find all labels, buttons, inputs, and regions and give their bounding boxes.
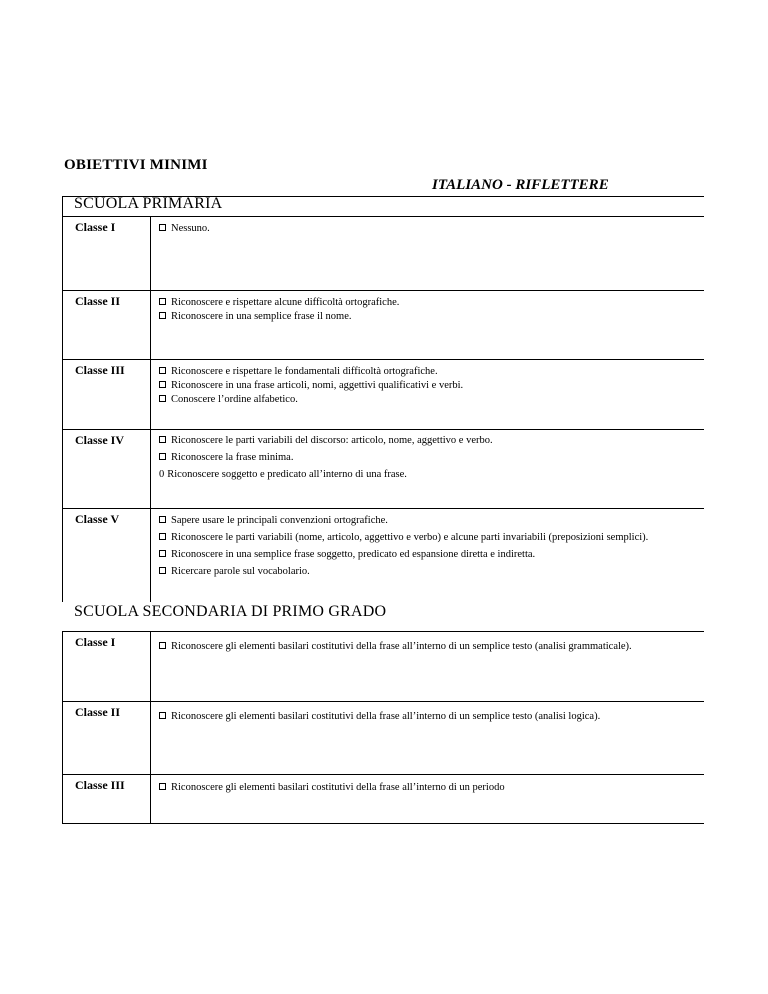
zero-marker: 0 (159, 469, 165, 480)
row-label: Classe II (75, 705, 121, 719)
list-item: Riconoscere gli elementi basilari costitutivi della frase all’interno di un semplice testo (analisi grammaticale). (159, 640, 632, 654)
table-row-primaria-1 (62, 216, 704, 290)
row-label: Classe V (75, 512, 120, 526)
checkbox-bullet-icon (159, 783, 166, 790)
list-item: Riconoscere e rispettare alcune difficoltà ortografiche. (159, 296, 399, 310)
doc-subject: ITALIANO - RIFLETTERE (432, 177, 609, 193)
checkbox-bullet-icon (159, 533, 166, 540)
checkbox-bullet-icon (159, 712, 166, 719)
list-item: Riconoscere in una semplice frase soggetto, predicato ed espansione diretta e indiretta. (159, 548, 648, 562)
checkbox-bullet-icon (159, 298, 166, 305)
list-item: Ricercare parole sul vocabolario. (159, 565, 648, 579)
checkbox-bullet-icon (159, 642, 166, 649)
list-item: Sapere usare le principali convenzioni ortografiche. (159, 514, 648, 528)
list-item: Riconoscere e rispettare le fondamentali difficoltà ortografiche. (159, 365, 463, 379)
table-row-primaria-2 (62, 290, 704, 359)
table-row-secondaria-2 (62, 701, 704, 774)
list-item: Riconoscere gli elementi basilari costitutivi della frase all’interno di un periodo (159, 781, 505, 795)
list-item: 0 Riconoscere soggetto e predicato all’interno di una frase. (159, 469, 407, 480)
list-item: Riconoscere gli elementi basilari costitutivi della frase all’interno di un semplice testo (analisi logica). (159, 710, 600, 724)
checkbox-bullet-icon (159, 395, 166, 402)
table-row-primaria-4 (62, 429, 704, 508)
checkbox-bullet-icon (159, 367, 166, 374)
table-row-secondaria-3 (62, 774, 704, 823)
list-item: Riconoscere la frase minima. (159, 451, 493, 465)
list-item: Riconoscere le parti variabili (nome, articolo, aggettivo e verbo) e alcune parti invariabili (preposizioni semplici). (159, 531, 648, 545)
row-label: Classe II (75, 294, 121, 308)
list-item: Riconoscere in una semplice frase il nome. (159, 310, 399, 324)
checkbox-bullet-icon (159, 312, 166, 319)
list-item: Conoscere l’ordine alfabetico. (159, 393, 463, 407)
list-item: Riconoscere in una frase articoli, nomi, aggettivi qualificativi e verbi. (159, 379, 463, 393)
section-title-primaria: SCUOLA PRIMARIA (74, 195, 223, 212)
table-row-secondaria-1 (62, 631, 704, 701)
row-label: Classe I (75, 635, 116, 649)
row-label: Classe IV (75, 433, 125, 447)
checkbox-bullet-icon (159, 453, 166, 460)
section-left-border (62, 196, 63, 216)
checkbox-bullet-icon (159, 381, 166, 388)
table-bottom-rule (62, 823, 704, 824)
row-label: Classe I (75, 220, 116, 234)
row-label: Classe III (75, 778, 125, 792)
checkbox-bullet-icon (159, 567, 166, 574)
list-item: Nessuno. (159, 222, 210, 236)
checkbox-bullet-icon (159, 436, 166, 443)
doc-title: OBIETTIVI MINIMI (64, 157, 208, 173)
checkbox-bullet-icon (159, 224, 166, 231)
table-row-primaria-5 (62, 508, 704, 602)
section-title-secondaria: SCUOLA SECONDARIA DI PRIMO GRADO (74, 603, 387, 620)
list-item: Riconoscere le parti variabili del discorso: articolo, nome, aggettivo e verbo. (159, 434, 493, 448)
checkbox-bullet-icon (159, 516, 166, 523)
checkbox-bullet-icon (159, 550, 166, 557)
row-label: Classe III (75, 363, 125, 377)
table-row-primaria-3 (62, 359, 704, 429)
